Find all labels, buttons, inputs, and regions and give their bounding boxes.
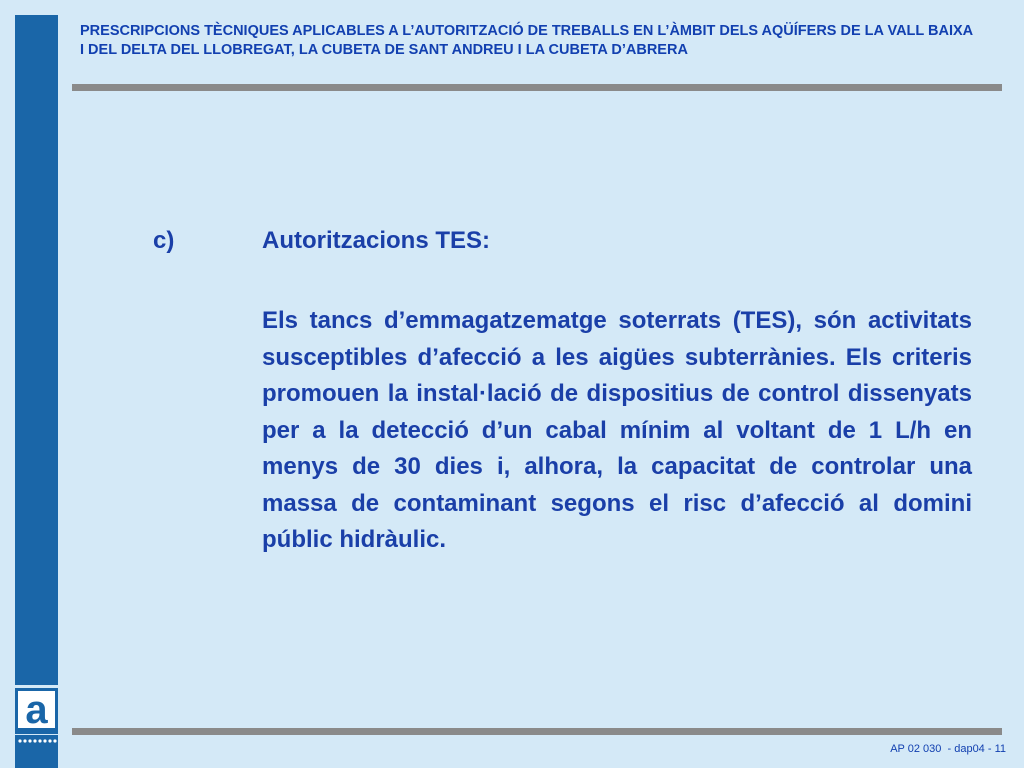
footer-slide-id: AP 02 030 - dap04 - 11 bbox=[890, 743, 1006, 755]
left-sidebar-bar bbox=[15, 15, 58, 685]
agency-logo-icon bbox=[15, 688, 58, 734]
section-body-text: Els tancs d’emmagatzematge soterrats (TES), són activitats susceptibles d’afecció a les aigües subterrànies. Els criteris promouen la instal·lació de dispositius de control dissenyats per a la detecció d’un cabal mínim al voltant de 1 L/h en menys de 30 dies i, alhora, la capacitat de controlar una massa de contaminant segons el risc d’afecció al domini públic hidràulic. bbox=[262, 307, 972, 553]
svg-text:a: a bbox=[25, 688, 48, 732]
header-divider bbox=[72, 84, 1002, 91]
footer-divider bbox=[72, 728, 1002, 735]
logo-dots-icon bbox=[15, 735, 58, 768]
page-title: PRESCRIPCIONS TÈCNIQUES APLICABLES A L’AUTORITZACIÓ DE TREBALLS EN L’ÀMBIT DELS AQÜÍFERS DE LA VALL BAIXA I DEL DELTA DEL LLOBREGAT, LA CUBETA DE SANT ANDREU I LA CUBETA D’ABRERA bbox=[80, 23, 973, 58]
section-letter: c) bbox=[153, 227, 175, 254]
section-title: Autoritzacions TES: bbox=[262, 227, 491, 254]
